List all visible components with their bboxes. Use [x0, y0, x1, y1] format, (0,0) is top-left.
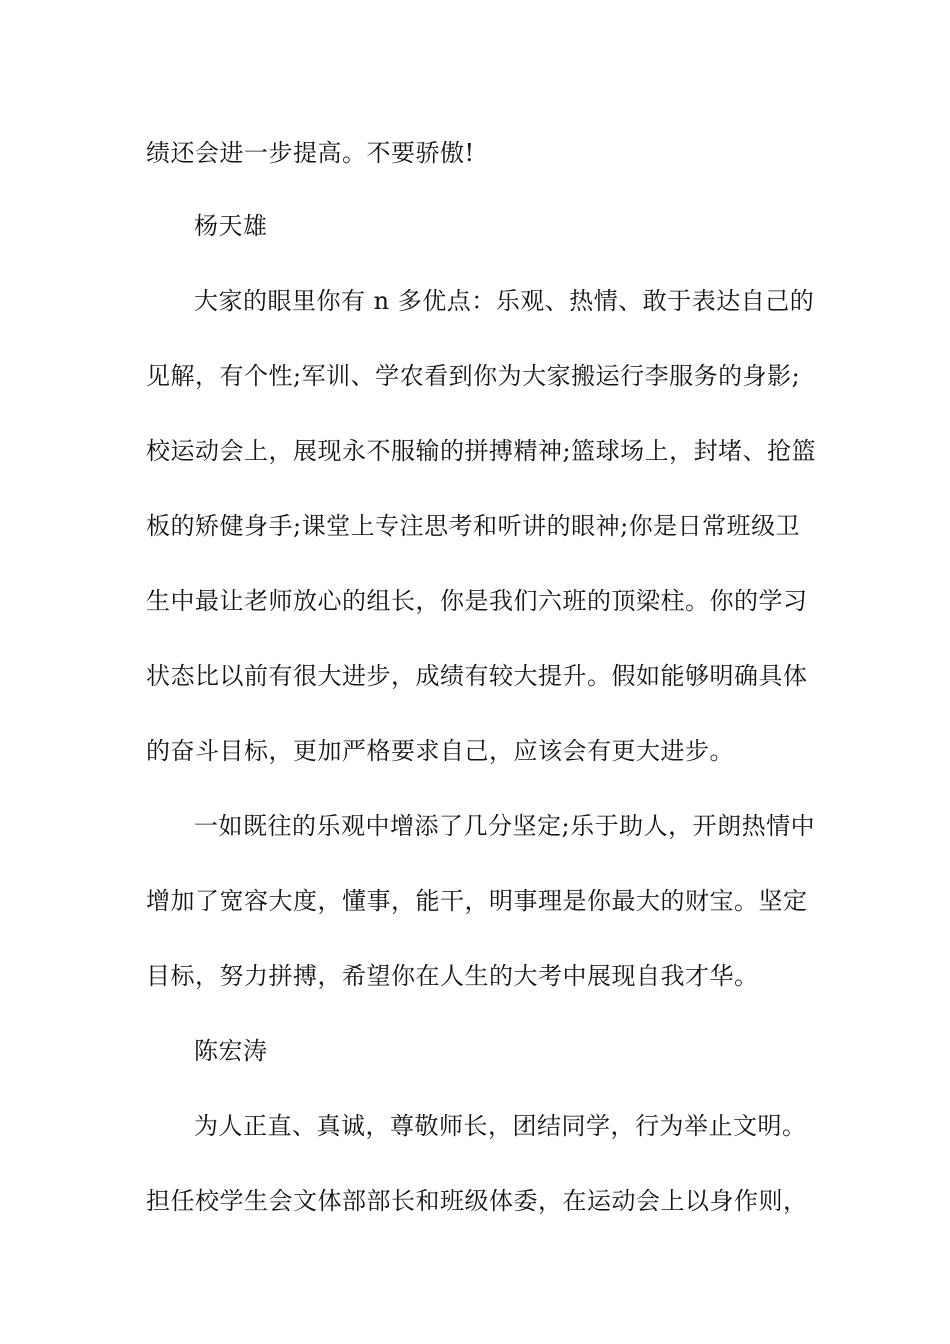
- paragraph-line: 状态比以前有很大进步，成绩有较大提升。假如能够明确具体: [146, 662, 808, 690]
- student-name-heading: 杨天雄: [194, 212, 268, 240]
- student-name-heading: 陈宏涛: [194, 1037, 268, 1065]
- paragraph-line: 的奋斗目标，更加严格要求自己，应该会有更大进步。: [146, 737, 734, 765]
- paragraph-line: 担任校学生会文体部部长和班级体委，在运动会上以身作则，: [146, 1187, 808, 1215]
- paragraph-line: 生中最让老师放心的组长，你是我们六班的顶梁柱。你的学习: [146, 587, 808, 615]
- paragraph-line: 板的矫健身手;课堂上专注思考和听讲的眼神;你是日常班级卫: [146, 512, 801, 540]
- paragraph-line: 校运动会上，展现永不服输的拼搏精神;篮球场上，封堵、抢篮: [146, 437, 817, 465]
- paragraph-line: 目标，努力拼搏，希望你在人生的大考中展现自我才华。: [146, 962, 759, 990]
- paragraph-line: 绩还会进一步提高。不要骄傲!: [146, 139, 475, 167]
- paragraph-line: 见解，有个性;军训、学农看到你为大家搬运行李服务的身影;: [146, 362, 801, 390]
- paragraph-line: 一如既往的乐观中增添了几分坚定;乐于助人，开朗热情中: [194, 812, 816, 840]
- paragraph-line: 增加了宽容大度，懂事，能干，明事理是你最大的财宝。坚定: [146, 887, 808, 915]
- paragraph-line: 为人正直、真诚，尊敬师长，团结同学，行为举止文明。: [194, 1112, 807, 1140]
- paragraph-line: 大家的眼里你有 n 多优点：乐观、热情、敢于表达自己的: [194, 287, 815, 315]
